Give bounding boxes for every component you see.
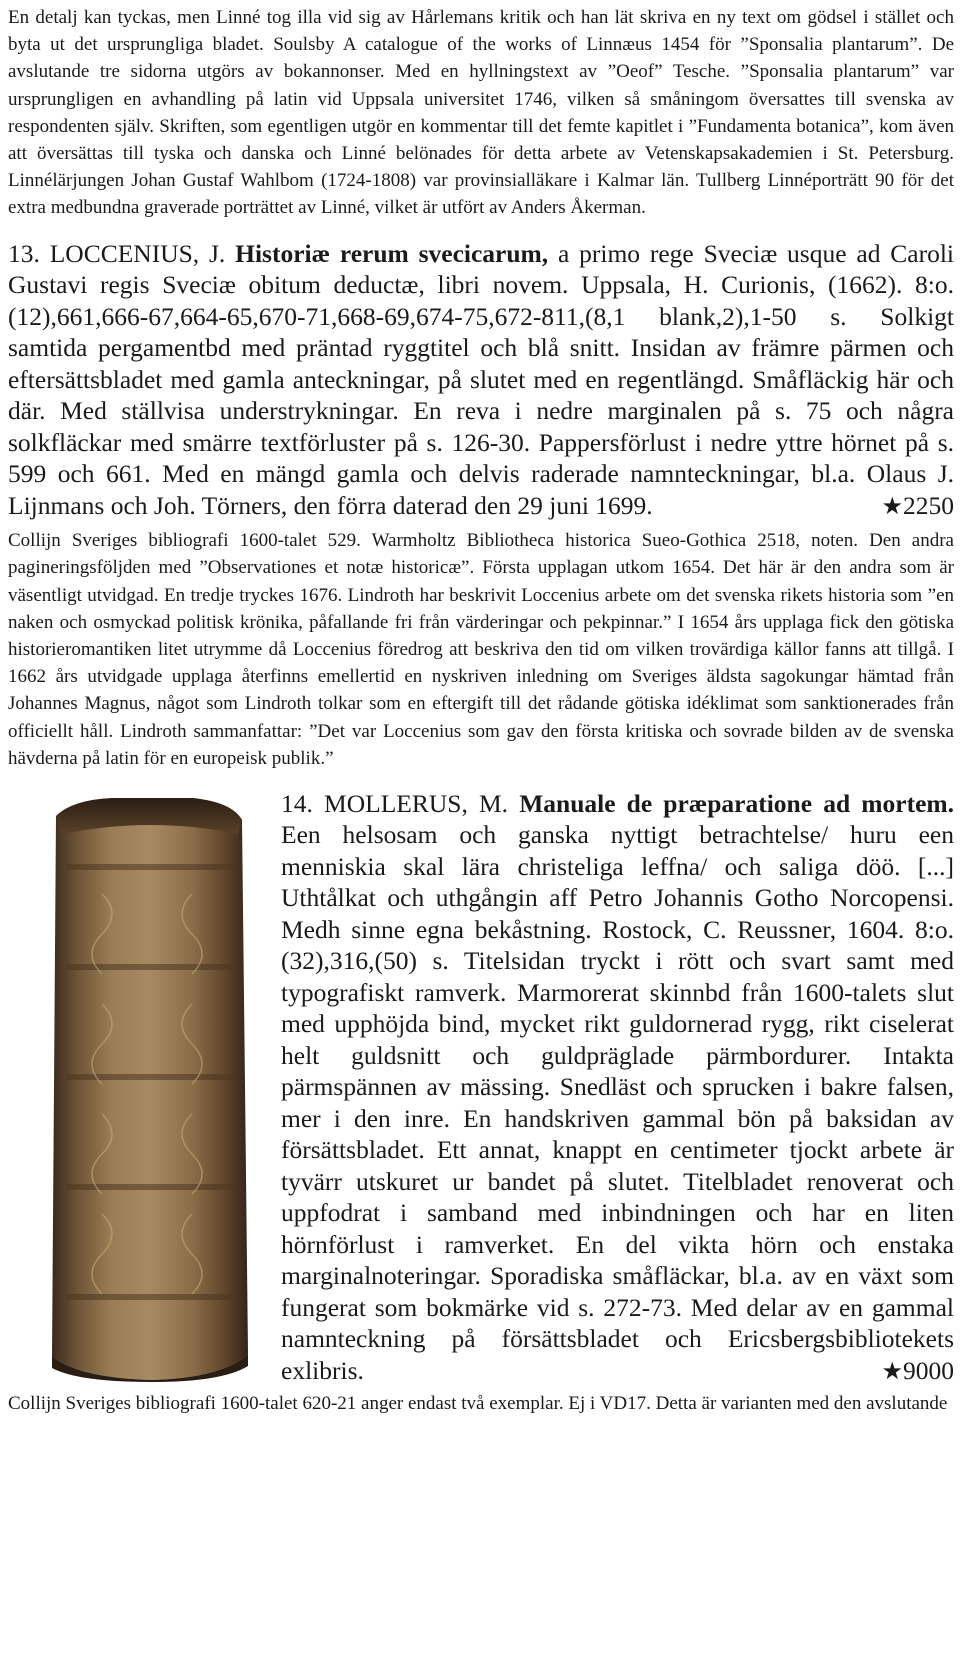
lot-14-author: MOLLERUS, M.	[324, 788, 509, 818]
lot-13-body: a primo rege Sveciæ usque ad Caroli Gustavi regis Sveciæ obitum deductæ, libri novem. Uppsala, H. Curionis, (1662). 8:o. (12),661,666-67,664-65,670-71,668-69,674-75,672-811,(8,1 blank,2),1-50 s. Solkigt samtida pergamentbd med präntad ryggtitel och blå snitt. Insidan av främre pärmen och eftersättsbladet med gamla anteckningar, på slutet med en regentlängd. Småfläckig här och där. Med ställvisa understrykningar. En reva i nedre marginalen på s. 75 och några solkfläckar med smärre textförluster på s. 126-30. Pappersförlust i nedre yttre hörnet på s. 599 och 661. Med en mängd gamla och delvis raderade namnteckningar, bl.a. Olaus J. Lijnmans och Joh. Törners, den förra daterad den 29 juni 1699.	[8, 238, 955, 520]
lot-14-note: Collijn Sveriges bibliografi 1600-talet 620-21 anger endast två exemplar. Ej i VD17. Detta är varianten med den avslutande	[8, 1393, 948, 1415]
star-icon: ★	[881, 493, 903, 520]
lot-13-author: LOCCENIUS, J.	[49, 238, 226, 268]
lot-14-body: Een helsosam och ganska nyttigt betrachtelse/ huru een menniskia skal lära christeliga leffna/ och saliga döö. [...] Uthtålkat och uthgångin aff Petro Johannis Gotho Norcopensi. Medh sinne egna bekåstning. Rostock, C. Reussner, 1604. 8:o. (32),316,(50) s. Titelsidan tryckt i rött och svart samt med typografiskt ramverk. Marmorerat skinnbd från 1600-talets slut med upphöjda bind, mycket rikt guldornerad rygg, rikt ciselerat helt guldsnitt och guldpräglade pärmbordurer. Intakta pärmspännen av mässing. Snedläst och sprucken i bakre falsen, mer i den inre. En handskriven gammal bön på baksidan av försättsbladet. Ett annat, knappt en centimeter tjockt arbete är tyvärr utskuret ur bandet på slutet. Titelbladet renoverat och uppfodrat i samband med inbindningen och har en liten hörnförlust i ramverket. En del vikta hörn och enstaka marginalnoteringar. Sporadiska småfläckar, bl.a. av en växt som fungerat som bokmärke vid s. 272-73. Med delar av en gammal namnteckning på försättsbladet och Ericsbergsbibliotekets exlibris.	[281, 820, 954, 1385]
lot-14-entry	[8, 788, 954, 1418]
book-spine-photo-icon	[42, 794, 257, 1382]
catalogue-page	[8, 4, 954, 1418]
lot-13-price	[881, 490, 954, 524]
lot-14-title: Manuale de præparatione ad mortem.	[519, 788, 955, 818]
lot-13-title: Historiæ rerum svecicarum,	[235, 238, 549, 268]
lot-13-note: Collijn Sveriges bibliografi 1600-talet 529. Warmholtz Bibliotheca historica Sueo-Gothica 2518, noten. Den andra pagineringsföljden med ”Observationes et notæ historicæ”. Första upplagan utkom 1654. Det här är den andra som är väsentligt utvidgad. En tredje tryckes 1676. Lindroth har beskrivit Loccenius arbete om det svenska rikets historia som ”en naken och osmyckad politisk krönika, påfallande fri från värderingar och pekpinnar.” I 1654 års upplaga fick den götiska historieromantiken litet utrymme då Loccenius föredrog att beskriva den tid om vilken trovärdiga källor fanns att tillgå. I 1662 års utvidgade upplaga återfinns emellertid en nyskriven inledning om Sveriges äldsta sagokungar hämtad från Johannes Magnus, något som Lindroth tolkar som en eftergift till det rådande götiska idéklimat som sanktionerades från officiellt håll. Lindroth sammanfattar: ”Det var Loccenius som gav den första kritiska och sovrade bilden av de svenska hävderna på latin för en europeisk publik.”	[8, 530, 954, 769]
lot-13-entry	[8, 238, 954, 522]
lot-14-price-value: 9000	[903, 1355, 954, 1385]
lot-13-price-value: 2250	[903, 490, 954, 520]
lot-14-price	[881, 1355, 954, 1389]
lot-14-number: 14.	[281, 788, 313, 818]
star-icon: ★	[881, 1358, 903, 1385]
lot-13-number: 13.	[8, 238, 40, 268]
intro-note: En detalj kan tyckas, men Linné tog illa vid sig av Hårlemans kritik och han lät skriva en ny text om gödsel i stället och byta ut det ursprungliga bladet. Soulsby A catalogue of the works of Linnæus 1454 för ”Sponsalia plantarum”. De avslutande tre sidorna utgörs av bokannonser. Med en hyllningstext av ”Oeof” Tesche. ”Sponsalia plantarum” var ursprungligen en avhandling på latin vid Uppsala universitet 1746, vilken så småningom översattes till svenska av respondenten själv. Skriften, som egentligen utgör en kommentar till det femte kapitlet i ”Fundamenta botanica”, kom även att översättas till tyska och danska och Linné belönades för detta arbete av Vetenskapsakademien i St. Petersburg. Linnélärjungen Johan Gustaf Wahlbom (1724-1808) var provinsialläkare i Kalmar län. Tullberg Linnéporträtt 90 för det extra medbundna graverade porträttet av Linné, vilket är utfört av Anders Åkerman.	[8, 7, 954, 219]
